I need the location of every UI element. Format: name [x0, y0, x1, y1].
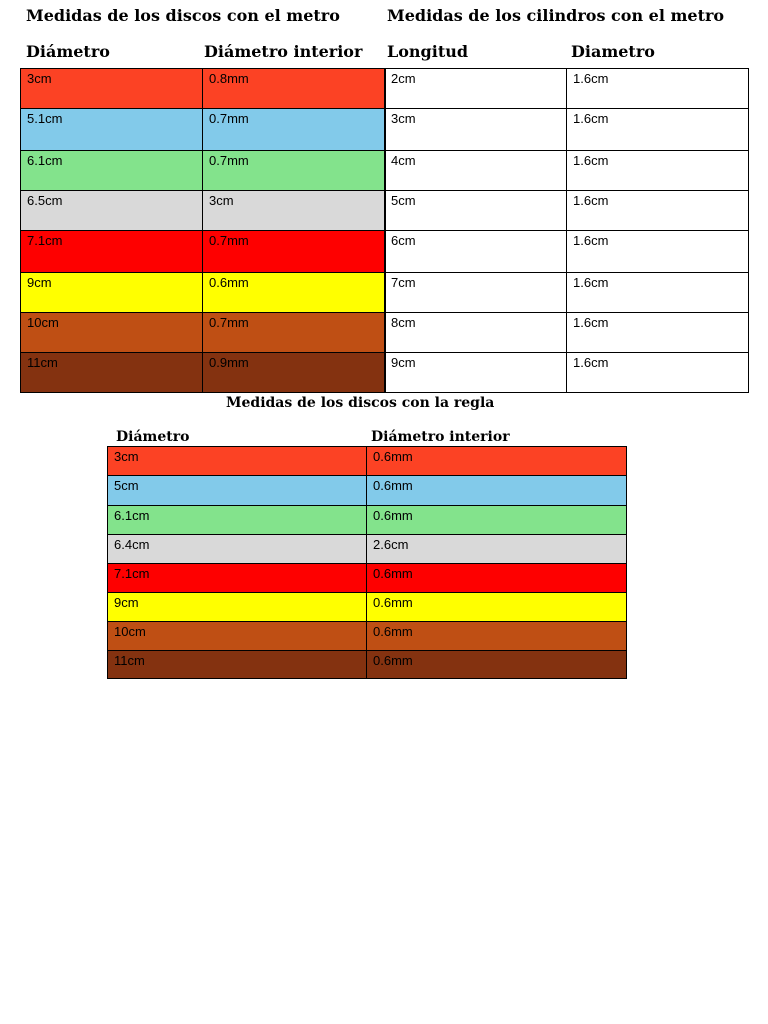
cylinders-meter-cell-a: 8cm: [385, 313, 567, 353]
discs-ruler-cell-a: 9cm: [108, 593, 367, 622]
cylinders-meter-cell-b: 1.6cm: [567, 231, 749, 273]
discs-ruler-cell-b: 0.6mm: [367, 564, 627, 593]
discs-meter-cell-a: 6.1cm: [21, 151, 203, 191]
cylinders-meter-cell-b: 1.6cm: [567, 151, 749, 191]
discs-ruler-cell-b: 2.6cm: [367, 535, 627, 564]
discs-ruler-row: [108, 593, 627, 622]
discs-meter-cell-a: 10cm: [21, 313, 203, 353]
discs-ruler-cell-b: 0.6mm: [367, 593, 627, 622]
discs-ruler-body: [108, 447, 627, 679]
cylinders-meter-cell-b: 1.6cm: [567, 191, 749, 231]
cylinders-meter-cell-a: 7cm: [385, 273, 567, 313]
discs-meter-table: [20, 68, 386, 393]
discs-meter-col-diameter: Diámetro: [26, 42, 110, 61]
discs-meter-cell-a: 7.1cm: [21, 231, 203, 273]
discs-ruler-title: Medidas de los discos con la regla: [226, 395, 495, 411]
discs-meter-row: [21, 231, 386, 273]
cylinders-meter-cell-a: 6cm: [385, 231, 567, 273]
discs-meter-cell-b: 0.6mm: [203, 273, 386, 313]
discs-ruler-row: [108, 476, 627, 506]
discs-meter-cell-a: 9cm: [21, 273, 203, 313]
discs-ruler-row: [108, 564, 627, 593]
discs-meter-row: [21, 273, 386, 313]
discs-meter-cell-a: 5.1cm: [21, 109, 203, 151]
cylinders-meter-row: [385, 69, 749, 109]
discs-ruler-col-inner-diameter: Diámetro interior: [371, 429, 510, 445]
cylinders-meter-row: [385, 273, 749, 313]
discs-meter-row: [21, 109, 386, 151]
discs-ruler-row: [108, 622, 627, 651]
discs-ruler-cell-a: 6.4cm: [108, 535, 367, 564]
discs-meter-row: [21, 69, 386, 109]
cylinders-meter-body: [385, 69, 749, 393]
discs-meter-row: [21, 191, 386, 231]
discs-ruler-row: [108, 651, 627, 679]
cylinders-meter-cell-a: 5cm: [385, 191, 567, 231]
cylinders-meter-title: Medidas de los cilindros con el metro: [387, 6, 725, 25]
discs-meter-col-inner-diameter: Diámetro interior: [204, 42, 363, 61]
cylinders-meter-cell-a: 9cm: [385, 353, 567, 393]
discs-ruler-row: [108, 535, 627, 564]
cylinders-meter-row: [385, 231, 749, 273]
discs-meter-cell-b: 0.9mm: [203, 353, 386, 393]
discs-ruler-cell-a: 11cm: [108, 651, 367, 679]
discs-meter-cell-a: 11cm: [21, 353, 203, 393]
cylinders-meter-row: [385, 109, 749, 151]
discs-ruler-col-diameter: Diámetro: [116, 429, 190, 445]
cylinders-meter-cell-b: 1.6cm: [567, 109, 749, 151]
discs-ruler-cell-a: 6.1cm: [108, 506, 367, 535]
cylinders-meter-col-diameter: Diametro: [571, 42, 655, 61]
cylinders-meter-cell-b: 1.6cm: [567, 273, 749, 313]
cylinders-meter-cell-a: 4cm: [385, 151, 567, 191]
discs-meter-cell-b: 0.7mm: [203, 313, 386, 353]
discs-meter-cell-a: 3cm: [21, 69, 203, 109]
cylinders-meter-row: [385, 313, 749, 353]
discs-ruler-cell-a: 7.1cm: [108, 564, 367, 593]
discs-meter-cell-b: 0.8mm: [203, 69, 386, 109]
discs-ruler-row: [108, 506, 627, 535]
discs-meter-title: Medidas de los discos con el metro: [26, 6, 340, 25]
cylinders-meter-row: [385, 353, 749, 393]
discs-ruler-cell-b: 0.6mm: [367, 447, 627, 476]
discs-ruler-cell-b: 0.6mm: [367, 651, 627, 679]
discs-ruler-cell-a: 3cm: [108, 447, 367, 476]
discs-meter-cell-b: 0.7mm: [203, 151, 386, 191]
cylinders-meter-col-length: Longitud: [387, 42, 469, 61]
discs-meter-cell-a: 6.5cm: [21, 191, 203, 231]
discs-meter-cell-b: 0.7mm: [203, 231, 386, 273]
cylinders-meter-cell-a: 3cm: [385, 109, 567, 151]
discs-meter-cell-b: 0.7mm: [203, 109, 386, 151]
discs-ruler-cell-b: 0.6mm: [367, 476, 627, 506]
cylinders-meter-table: [384, 68, 749, 393]
discs-ruler-row: [108, 447, 627, 476]
discs-ruler-cell-a: 10cm: [108, 622, 367, 651]
discs-meter-body: [21, 69, 386, 393]
discs-meter-row: [21, 151, 386, 191]
discs-ruler-cell-b: 0.6mm: [367, 506, 627, 535]
cylinders-meter-cell-b: 1.6cm: [567, 353, 749, 393]
cylinders-meter-cell-a: 2cm: [385, 69, 567, 109]
cylinders-meter-row: [385, 191, 749, 231]
discs-ruler-cell-a: 5cm: [108, 476, 367, 506]
discs-ruler-table: [107, 446, 627, 679]
discs-meter-row: [21, 353, 386, 393]
discs-meter-row: [21, 313, 386, 353]
cylinders-meter-row: [385, 151, 749, 191]
discs-meter-cell-b: 3cm: [203, 191, 386, 231]
cylinders-meter-cell-b: 1.6cm: [567, 69, 749, 109]
discs-ruler-cell-b: 0.6mm: [367, 622, 627, 651]
cylinders-meter-cell-b: 1.6cm: [567, 313, 749, 353]
